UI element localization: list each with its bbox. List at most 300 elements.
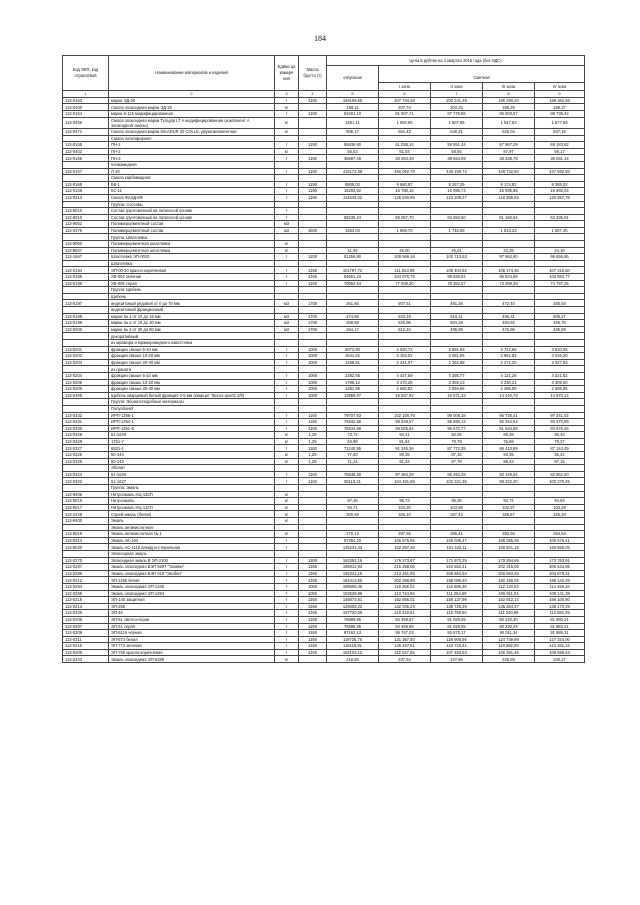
cell-code: 113-0331 bbox=[63, 419, 109, 426]
cell-release-price: 15293,92 bbox=[327, 188, 379, 195]
cell-mass: 1000 bbox=[299, 346, 327, 353]
cell-mass: 1260 bbox=[299, 564, 327, 571]
cell-zone-2-price: 111 264,69 bbox=[431, 590, 483, 597]
table-row bbox=[63, 623, 585, 630]
cell-zone-3-price bbox=[483, 405, 535, 412]
cell-code: 113-0322 bbox=[63, 478, 109, 485]
cell-name: ПН-2 bbox=[109, 148, 275, 155]
cell-code: 113-0199 bbox=[63, 320, 109, 327]
cell-code: 113-0325 bbox=[63, 458, 109, 465]
cell-mass: 1000 bbox=[299, 372, 327, 379]
cell-name: марки № 1 от 10 до 15 мм bbox=[109, 313, 275, 320]
cell-mass: 1700 bbox=[299, 320, 327, 327]
cell-mass bbox=[299, 287, 327, 294]
cell-zone-2-price: 123 209,27 bbox=[431, 194, 483, 201]
cell-mass bbox=[299, 135, 327, 142]
cell-zone-1-price: 4 020,72 bbox=[379, 346, 431, 353]
cell-name: 51-1626 bbox=[109, 471, 275, 478]
cell-name: марки № 2 от 15 до 30 мм bbox=[109, 320, 275, 327]
cell-mass: 1300 bbox=[299, 557, 327, 564]
cell-name: Группа: Шпатлевка bbox=[109, 234, 275, 241]
column-number: 7 bbox=[431, 91, 483, 98]
cell-release-price bbox=[327, 339, 379, 346]
cell-zone-4-price bbox=[535, 307, 585, 314]
table-row bbox=[63, 208, 585, 215]
cell-mass bbox=[299, 524, 327, 531]
cell-name: ЭП-51 светло-серая bbox=[109, 616, 275, 623]
cell-zone-2-price: 107 483,53 bbox=[431, 649, 483, 656]
cell-name: Нитроэмаль bbox=[109, 498, 275, 505]
cell-name: ЭП-773 зеленая bbox=[109, 643, 275, 650]
cell-release-price bbox=[327, 307, 379, 314]
cell-code: 113-9052 bbox=[63, 221, 109, 228]
cell-release-price: 163392,16 bbox=[327, 557, 379, 564]
table-row bbox=[63, 452, 585, 459]
cell-zone-2-price bbox=[431, 339, 483, 346]
cell-zone-2-price: 504,28 bbox=[431, 320, 483, 327]
cell-zone-4-price: 107 316,50 bbox=[535, 267, 585, 274]
cell-zone-4-price: 326,33 bbox=[535, 511, 585, 518]
table-row bbox=[63, 313, 585, 320]
cell-unit: т bbox=[275, 254, 299, 261]
cell-mass: 1000 bbox=[299, 353, 327, 360]
cell-name: андезитовый фракционный bbox=[109, 307, 275, 314]
cell-zone-2-price bbox=[431, 333, 483, 340]
cell-mass bbox=[299, 405, 327, 412]
cell-release-price: 129008,22 bbox=[327, 603, 379, 610]
cell-code: 113-0209 bbox=[63, 649, 109, 656]
cell-release-price: 274,88 bbox=[327, 313, 379, 320]
table-row bbox=[63, 531, 585, 538]
cell-name: Смола полиэфирная: bbox=[109, 135, 275, 142]
cell-zone-1-price: 1 669,70 bbox=[379, 227, 431, 234]
cell-zone-3-price: 73 269,39 bbox=[483, 280, 535, 287]
cell-code: 113-0212 bbox=[63, 577, 109, 584]
cell-zone-4-price: 14 870,14 bbox=[535, 392, 585, 399]
cell-zone-4-price: 196 142,39 bbox=[535, 577, 585, 584]
cell-zone-3-price: 94,74 bbox=[483, 498, 535, 505]
cell-code: 113-9406 bbox=[63, 491, 109, 498]
cell-zone-4-price: 637,16 bbox=[535, 128, 585, 135]
cell-unit: т bbox=[275, 478, 299, 485]
cell-release-price: 8805,02 bbox=[327, 181, 379, 188]
cell-zone-1-price: 215 258,06 bbox=[379, 564, 431, 571]
header-estimate-group: Сметная bbox=[379, 74, 585, 83]
cell-zone-1-price: 91,24 bbox=[379, 458, 431, 465]
cell-name: ЭП-255 bbox=[109, 603, 275, 610]
cell-zone-3-price: 93,35 bbox=[483, 452, 535, 459]
cell-zone-1-price: 213 461,85 bbox=[379, 570, 431, 577]
cell-release-price: 169109,65 bbox=[327, 97, 379, 104]
cell-zone-2-price bbox=[431, 201, 483, 208]
cell-zone-4-price: 9 365,02 bbox=[535, 181, 585, 188]
cell-release-price bbox=[327, 221, 379, 228]
cell-release-price: 118725,75 bbox=[327, 636, 379, 643]
cell-unit: т bbox=[275, 142, 299, 149]
cell-zone-3-price: 88,48 bbox=[483, 432, 535, 439]
table-row bbox=[63, 117, 585, 128]
header-zone-1: I зона bbox=[379, 83, 431, 91]
cell-zone-1-price: 113 724,56 bbox=[379, 590, 431, 597]
cell-zone-4-price: 83 862,60 bbox=[535, 471, 585, 478]
cell-unit: м3 bbox=[275, 320, 299, 327]
cell-mass: 1160 bbox=[299, 471, 327, 478]
cell-unit: м3 bbox=[275, 221, 299, 228]
cell-zone-2-price: 103,58 bbox=[431, 504, 483, 511]
table-row bbox=[63, 300, 585, 307]
cell-zone-3-price: 86 503,57 bbox=[483, 110, 535, 117]
cell-code: 113-9010 bbox=[63, 208, 109, 215]
cell-release-price: 75548,60 bbox=[327, 471, 379, 478]
cell-zone-3-price: 202 316,06 bbox=[483, 564, 535, 571]
cell-zone-3-price: 3 742,56 bbox=[483, 346, 535, 353]
cell-unit: кг bbox=[275, 452, 299, 459]
table-row bbox=[63, 234, 585, 241]
cell-mass bbox=[299, 465, 327, 472]
cell-code: 113-0465 bbox=[63, 392, 109, 399]
cell-release-price: 1381,95 bbox=[327, 386, 379, 393]
cell-unit: т bbox=[275, 425, 299, 432]
cell-release-price bbox=[327, 201, 379, 208]
cell-mass: 1260 bbox=[299, 649, 327, 656]
column-number: 5 bbox=[327, 91, 379, 98]
cell-unit bbox=[275, 550, 299, 557]
cell-zone-3-price: 105 174,36 bbox=[483, 267, 535, 274]
cell-zone-2-price: 85 494,28 bbox=[431, 471, 483, 478]
cell-code bbox=[63, 175, 109, 182]
cell-zone-1-price: 661,43 bbox=[379, 128, 431, 135]
cell-name: Группа: Составы bbox=[109, 201, 275, 208]
cell-zone-1-price bbox=[379, 135, 431, 142]
cell-unit: кг bbox=[275, 511, 299, 518]
cell-zone-3-price: 95 834,99 bbox=[483, 274, 535, 281]
cell-zone-4-price bbox=[535, 518, 585, 525]
cell-mass: 1500 bbox=[299, 227, 327, 234]
cell-zone-3-price bbox=[483, 260, 535, 267]
table-row bbox=[63, 511, 585, 518]
table-row bbox=[63, 346, 585, 353]
cell-zone-1-price bbox=[379, 339, 431, 346]
cell-zone-4-price: 88 735,42 bbox=[535, 110, 585, 117]
cell-unit: т bbox=[275, 412, 299, 419]
cell-mass bbox=[299, 366, 327, 373]
cell-zone-2-price: 115 759,60 bbox=[431, 610, 483, 617]
cell-unit: кг bbox=[275, 656, 299, 663]
cell-mass: 1160 bbox=[299, 425, 327, 432]
cell-name: Нитроэмаль НЦ-132П bbox=[109, 504, 275, 511]
cell-code: 113-0207 bbox=[63, 623, 109, 630]
cell-zone-2-price bbox=[431, 287, 483, 294]
cell-code: 113-2428 bbox=[63, 511, 109, 518]
cell-release-price bbox=[327, 465, 379, 472]
cell-zone-2-price bbox=[431, 491, 483, 498]
cell-zone-2-price: 227,86 bbox=[431, 656, 483, 663]
cell-code: 113-0471 bbox=[63, 128, 109, 135]
cell-code: 113-8016 bbox=[63, 498, 109, 505]
cell-code: 113-0313 bbox=[63, 194, 109, 201]
cell-zone-4-price: 91 886,31 bbox=[535, 630, 585, 637]
cell-unit: т bbox=[275, 372, 299, 379]
cell-code bbox=[63, 234, 109, 241]
cell-name: Эмаль эпоксидная ЭП-1236 bbox=[109, 583, 275, 590]
cell-zone-2-price: 495,99 bbox=[431, 326, 483, 333]
cell-code: 113-0284 bbox=[63, 583, 109, 590]
cell-zone-4-price: 90,43 bbox=[535, 432, 585, 439]
cell-zone-2-price: 99 830,94 bbox=[431, 274, 483, 281]
cell-code bbox=[63, 293, 109, 300]
table-row bbox=[63, 274, 585, 281]
cell-zone-2-price: 203,25 bbox=[431, 104, 483, 111]
cell-unit: кг bbox=[275, 438, 299, 445]
cell-name: Полимерцементная шпатлевка bbox=[109, 241, 275, 248]
cell-unit: т bbox=[275, 359, 299, 366]
cell-zone-2-price: 103 713,53 bbox=[431, 254, 483, 261]
cell-code: 113-0314 bbox=[63, 537, 109, 544]
cell-zone-2-price: 3 359,13 bbox=[431, 379, 483, 386]
cell-mass bbox=[299, 293, 327, 300]
cell-zone-4-price: 81 883,21 bbox=[535, 623, 585, 630]
cell-code: 113-0285 bbox=[63, 590, 109, 597]
cell-name: Смола эпоксидная марки Tyrogrip LT A модифицированная (компонент А эпоксидной смолы) bbox=[109, 117, 275, 128]
cell-zone-1-price: 326,10 bbox=[379, 511, 431, 518]
cell-code bbox=[63, 465, 109, 472]
cell-code: 113-0346 bbox=[63, 610, 109, 617]
cell-unit: т bbox=[275, 346, 299, 353]
cell-zone-2-price bbox=[431, 260, 483, 267]
cell-name: ЭП-755 красно-коричневая bbox=[109, 649, 275, 656]
cell-zone-1-price: 46,00 bbox=[379, 247, 431, 254]
cell-zone-4-price: 496,75 bbox=[535, 320, 585, 327]
cell-name: 50-343 bbox=[109, 458, 275, 465]
cell-zone-4-price bbox=[535, 366, 585, 373]
table-row bbox=[63, 544, 585, 551]
table-row bbox=[63, 557, 585, 564]
cell-zone-1-price: 533,19 bbox=[379, 313, 431, 320]
cell-zone-2-price: 58,55 bbox=[431, 148, 483, 155]
cell-unit: т bbox=[275, 537, 299, 544]
cell-code: 113-0205 bbox=[63, 379, 109, 386]
cell-code: 113-0329 bbox=[63, 438, 109, 445]
cell-zone-4-price bbox=[535, 550, 585, 557]
cell-unit: т bbox=[275, 590, 299, 597]
cell-mass: 1000 bbox=[299, 590, 327, 597]
cell-zone-4-price bbox=[535, 491, 585, 498]
cell-unit bbox=[275, 175, 299, 182]
cell-name: Эмаль АК-194 bbox=[109, 537, 275, 544]
cell-unit: кг bbox=[275, 241, 299, 248]
cell-zone-4-price bbox=[535, 241, 585, 248]
cell-release-price bbox=[327, 518, 379, 525]
cell-zone-3-price: 496,31 bbox=[483, 313, 535, 320]
cell-zone-2-price bbox=[431, 161, 483, 168]
cell-zone-2-price: 15 571,43 bbox=[431, 392, 483, 399]
cell-name: марки К-115 модифицированная bbox=[109, 110, 275, 117]
cell-zone-1-price: 237,54 bbox=[379, 656, 431, 663]
cell-unit: т bbox=[275, 353, 299, 360]
cell-zone-2-price: 159 137,99 bbox=[431, 597, 483, 604]
table-row bbox=[63, 201, 585, 208]
cell-code: 113-0163 bbox=[63, 97, 109, 104]
cell-zone-3-price bbox=[483, 135, 535, 142]
table-row bbox=[63, 504, 585, 511]
column-number: 6 bbox=[379, 91, 431, 98]
cell-zone-3-price: 1 613,23 bbox=[483, 227, 535, 234]
cell-zone-4-price: 199,37 bbox=[535, 104, 585, 111]
cell-zone-4-price: 108 598,43 bbox=[535, 649, 585, 656]
cell-release-price: 101797,72 bbox=[327, 267, 379, 274]
cell-zone-1-price: 102 156,76 bbox=[379, 412, 431, 419]
cell-zone-3-price: 160 501,18 bbox=[483, 544, 535, 551]
table-row bbox=[63, 214, 585, 221]
cell-code bbox=[63, 405, 109, 412]
header-zone-4: IV зона bbox=[535, 83, 585, 91]
cell-zone-4-price bbox=[535, 485, 585, 492]
cell-zone-3-price: 106 391,46 bbox=[483, 649, 535, 656]
cell-zone-3-price: 2 962,82 bbox=[483, 353, 535, 360]
cell-zone-2-price: 446 159,74 bbox=[431, 168, 483, 175]
cell-zone-1-price bbox=[379, 293, 431, 300]
cell-zone-2-price bbox=[431, 234, 483, 241]
cell-release-price: 264,17 bbox=[327, 326, 379, 333]
cell-zone-1-price: 94,41 bbox=[379, 432, 431, 439]
cell-zone-2-price: 58 551,44 bbox=[431, 142, 483, 149]
cell-release-price: 13858,67 bbox=[327, 392, 379, 399]
cell-zone-3-price bbox=[483, 175, 535, 182]
cell-zone-4-price: 102 853,77 bbox=[535, 274, 585, 281]
cell-name: ЭП-574 белая bbox=[109, 636, 275, 643]
cell-zone-1-price: 2 441,07 bbox=[379, 359, 431, 366]
cell-code: 113-0200 bbox=[63, 326, 109, 333]
cell-mass: 1,29 bbox=[299, 438, 327, 445]
cell-release-price bbox=[327, 524, 379, 531]
cell-zone-4-price: 3 309,00 bbox=[535, 379, 585, 386]
cell-zone-3-price bbox=[483, 465, 535, 472]
cell-zone-4-price bbox=[535, 287, 585, 294]
cell-name: Шпатлевка ЭП-0010 bbox=[109, 254, 275, 261]
cell-name: андезитовый рядовой от 0 до 70 мм bbox=[109, 300, 275, 307]
cell-zone-4-price: 100 270,45 bbox=[535, 478, 585, 485]
cell-zone-1-price bbox=[379, 221, 431, 228]
cell-release-price: 1258,51 bbox=[327, 359, 379, 366]
table-row bbox=[63, 610, 585, 617]
cell-release-price: 94651,23 bbox=[327, 274, 379, 281]
cell-zone-1-price: 1 650,85 bbox=[379, 117, 431, 128]
cell-zone-1-price bbox=[379, 287, 431, 294]
cell-unit: т bbox=[275, 208, 299, 215]
cell-zone-4-price: 74 797,25 bbox=[535, 280, 585, 287]
cell-name: ЭП-46 bbox=[109, 610, 275, 617]
cell-zone-2-price: 99 008,18 bbox=[431, 412, 483, 419]
cell-release-price bbox=[327, 208, 379, 215]
cell-name: Смола ФАЭД-8Ф bbox=[109, 194, 275, 201]
cell-mass bbox=[299, 128, 327, 135]
table-row bbox=[63, 465, 585, 472]
cell-zone-4-price: 437 682,93 bbox=[535, 168, 585, 175]
cell-zone-1-price: 207 734,48 bbox=[379, 97, 431, 104]
cell-zone-1-price: 98 648,57 bbox=[379, 419, 431, 426]
cell-zone-1-price: 81,84 bbox=[379, 438, 431, 445]
cell-zone-1-price: 111 823,09 bbox=[379, 267, 431, 274]
cell-name: марки № 3 от 30 до 60 мм bbox=[109, 326, 275, 333]
cell-unit: т bbox=[275, 577, 299, 584]
cell-zone-3-price bbox=[483, 293, 535, 300]
cell-zone-3-price: 105 355,38 bbox=[483, 537, 535, 544]
cell-unit: т bbox=[275, 188, 299, 195]
cell-code: 113-8007 bbox=[63, 247, 109, 254]
cell-zone-1-price: 3 183,02 bbox=[379, 353, 431, 360]
table-row bbox=[63, 471, 585, 478]
table-row bbox=[63, 260, 585, 267]
cell-unit: кг bbox=[275, 117, 299, 128]
cell-zone-1-price: 512,40 bbox=[379, 326, 431, 333]
cell-zone-4-price: 480,93 bbox=[535, 300, 585, 307]
cell-zone-1-price bbox=[379, 524, 431, 531]
cell-code: 113-0167 bbox=[63, 168, 109, 175]
cell-zone-3-price: 195 290,20 bbox=[483, 97, 535, 104]
table-row bbox=[63, 188, 585, 195]
cell-unit bbox=[275, 399, 299, 406]
cell-zone-3-price: 170 294,65 bbox=[483, 557, 535, 564]
cell-zone-3-price: 225,59 bbox=[483, 656, 535, 663]
cell-zone-4-price: 138 170,39 bbox=[535, 603, 585, 610]
cell-zone-2-price: 9 267,29 bbox=[431, 181, 483, 188]
cell-code: 113-0211 bbox=[63, 636, 109, 643]
cell-unit: т bbox=[275, 630, 299, 637]
cell-unit: т bbox=[275, 649, 299, 656]
cell-release-price: 97364,20 bbox=[327, 537, 379, 544]
cell-zone-4-price: 59,17 bbox=[535, 148, 585, 155]
cell-mass: 1260 bbox=[299, 570, 327, 577]
table-row bbox=[63, 339, 585, 346]
cell-name: Группа: Эбонитоподобные материалы bbox=[109, 399, 275, 406]
cell-unit bbox=[275, 405, 299, 412]
cell-zone-3-price: 57,97 bbox=[483, 148, 535, 155]
header-price-group: Цена в рублях на 4 квартал 2015 года (без НДС) bbox=[327, 56, 585, 66]
cell-zone-3-price: 97 963,80 bbox=[483, 254, 535, 261]
cell-release-price: 87,45 bbox=[327, 498, 379, 505]
cell-unit: т bbox=[275, 274, 299, 281]
cell-zone-3-price: 135 364,37 bbox=[483, 603, 535, 610]
cell-name: ИРП-1391-8 bbox=[109, 425, 275, 432]
cell-zone-1-price bbox=[379, 405, 431, 412]
cell-unit: м3 bbox=[275, 300, 299, 307]
table-row bbox=[63, 241, 585, 248]
cell-release-price bbox=[327, 135, 379, 142]
cell-unit: кг bbox=[275, 247, 299, 254]
cell-zone-3-price bbox=[483, 208, 535, 215]
cell-zone-2-price: 87 772,35 bbox=[431, 445, 483, 452]
cell-zone-3-price bbox=[483, 339, 535, 346]
cell-release-price: 1641,02 bbox=[327, 353, 379, 360]
cell-code: 113-0330 bbox=[63, 425, 109, 432]
price-table-sheet bbox=[62, 55, 584, 663]
cell-code: 113-0198 bbox=[63, 313, 109, 320]
cell-zone-3-price: 3 230,21 bbox=[483, 379, 535, 386]
cell-unit: кг bbox=[275, 491, 299, 498]
cell-zone-4-price: 127 334,00 bbox=[535, 636, 585, 643]
cell-zone-2-price: 97,15 bbox=[431, 452, 483, 459]
cell-release-price: 270,13 bbox=[327, 531, 379, 538]
cell-name: ПН-1 bbox=[109, 142, 275, 149]
table-row bbox=[63, 399, 585, 406]
cell-mass: 1000 bbox=[299, 379, 327, 386]
cell-zone-2-price: 3 081,06 bbox=[431, 353, 483, 360]
cell-release-price: 114643,32 bbox=[327, 194, 379, 201]
cell-code: 113-0169 bbox=[63, 188, 109, 195]
table-row bbox=[63, 438, 585, 445]
table-row bbox=[63, 280, 585, 287]
cell-unit: м3 bbox=[275, 313, 299, 320]
